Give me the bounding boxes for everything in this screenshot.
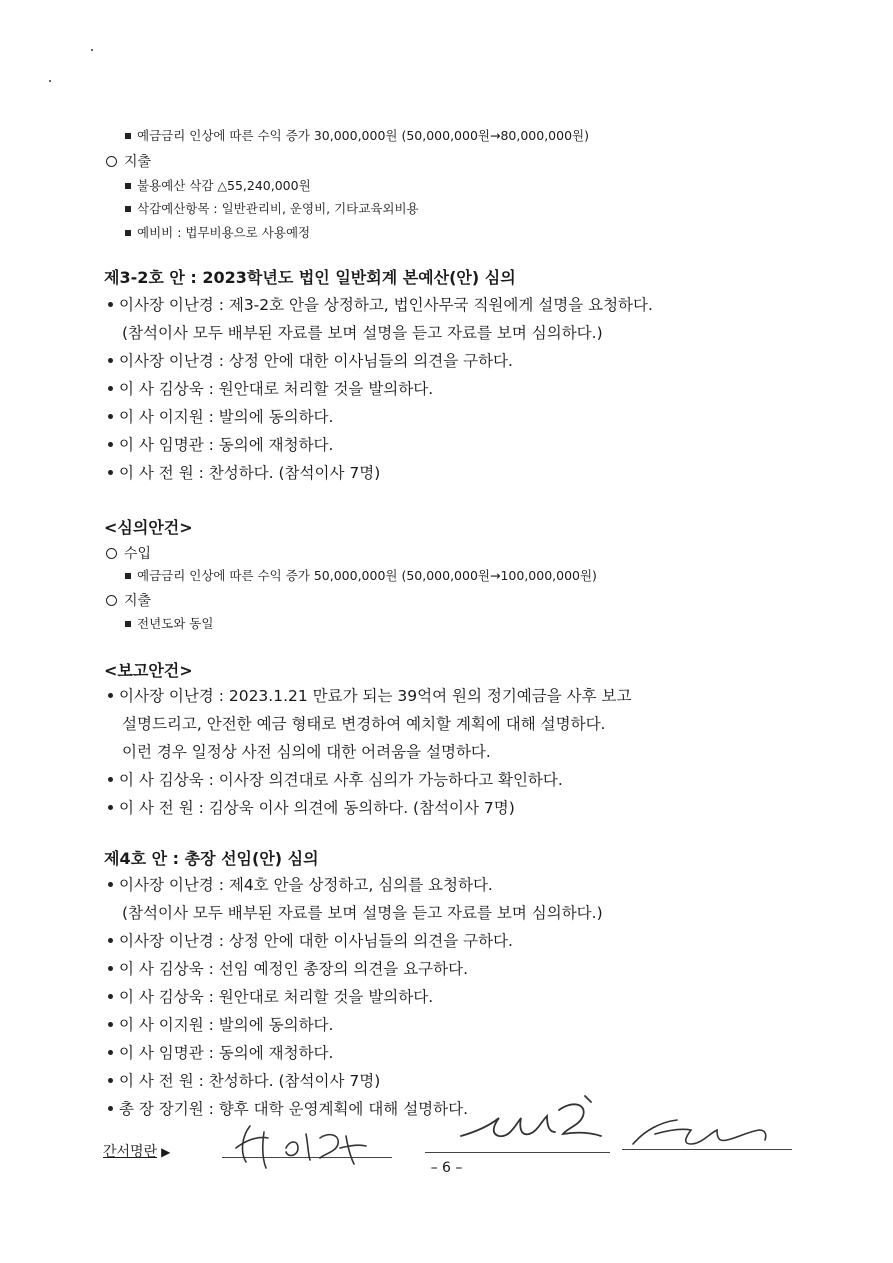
income-heading: 수입: [106, 543, 151, 563]
dot-bullet-icon: [108, 805, 113, 810]
page-number: – 6 –: [430, 1160, 463, 1176]
minutes-note: (참석이사 모두 배부된 자료를 보며 설명을 듣고 자료를 보며 심의하다.): [122, 904, 603, 922]
square-bullet-icon: [125, 621, 131, 627]
minutes-item: 이 사 이지원 : 발의에 동의하다.: [108, 405, 333, 427]
minutes-item: 이 사 김상욱 : 선임 예정인 총장의 의견을 요구하다.: [108, 957, 468, 979]
minutes-item: 이 사 전 원 : 찬성하다. (참석이사 7명): [108, 461, 380, 483]
square-bullet-icon: [125, 573, 131, 579]
dot-bullet-icon: [108, 777, 113, 782]
scan-speck: [49, 80, 51, 82]
income-detail-line: 예금금리 인상에 따른 수익 증가 30,000,000원 (50,000,000원→80,000,000원): [125, 126, 589, 144]
minutes-item: 이사장 이난경 : 제4호 안을 상정하고, 심의를 요청하다.: [108, 873, 493, 895]
signature-field-label: 간서명란 ▶: [103, 1144, 171, 1160]
dot-bullet-icon: [108, 966, 113, 971]
dot-bullet-icon: [108, 470, 113, 475]
minutes-item: 이 사 임명관 : 동의에 재청하다.: [108, 1041, 333, 1063]
dot-bullet-icon: [108, 693, 113, 698]
expense-heading: 지출: [106, 590, 151, 610]
minutes-item: 이사장 이난경 : 제3-2호 안을 상정하고, 법인사무국 직원에게 설명을 요청하다.: [108, 293, 653, 315]
expense-heading: 지출: [106, 151, 151, 171]
circle-bullet-icon: [106, 156, 117, 167]
expense-detail-line: 전년도와 동일: [125, 614, 213, 632]
square-bullet-icon: [125, 206, 131, 212]
minutes-item: 이 사 임명관 : 동의에 재청하다.: [108, 433, 333, 455]
deliberation-title: <심의안건>: [104, 518, 193, 537]
handwritten-signature-2: [455, 1092, 615, 1152]
minutes-item: 이 사 이지원 : 발의에 동의하다.: [108, 1013, 333, 1035]
dot-bullet-icon: [108, 302, 113, 307]
dot-bullet-icon: [108, 882, 113, 887]
dot-bullet-icon: [108, 442, 113, 447]
square-bullet-icon: [125, 230, 131, 236]
dot-bullet-icon: [108, 1022, 113, 1027]
minutes-item: 이사장 이난경 : 2023.1.21 만료가 되는 39억여 원의 정기예금을 사후 보고: [108, 684, 631, 706]
circle-bullet-icon: [106, 595, 117, 606]
agenda-3-2-title: 제3-2호 안 : 2023학년도 법인 일반회계 본예산(안) 심의: [104, 268, 516, 287]
minutes-item: 이 사 전 원 : 김상욱 이사 의견에 동의하다. (참석이사 7명): [108, 796, 515, 818]
handwritten-signature-3: [625, 1110, 775, 1155]
dot-bullet-icon: [108, 1106, 113, 1111]
minutes-item: 이 사 김상욱 : 원안대로 처리할 것을 발의하다.: [108, 377, 433, 399]
arrow-right-icon: ▶: [161, 1145, 171, 1159]
minutes-item: 이사장 이난경 : 상정 안에 대한 이사님들의 의견을 구하다.: [108, 349, 513, 371]
expense-item: 예비비 : 법무비용으로 사용예정: [125, 223, 310, 241]
dot-bullet-icon: [108, 1050, 113, 1055]
minutes-item: 이 사 김상욱 : 원안대로 처리할 것을 발의하다.: [108, 985, 433, 1007]
expense-item: 삭감예산항목 : 일반관리비, 운영비, 기타교육외비용: [125, 199, 419, 217]
scan-speck: [91, 49, 93, 51]
square-bullet-icon: [125, 183, 131, 189]
minutes-note: (참석이사 모두 배부된 자료를 보며 설명을 듣고 자료를 보며 심의하다.): [122, 324, 603, 342]
minutes-item: 이사장 이난경 : 상정 안에 대한 이사님들의 의견을 구하다.: [108, 929, 513, 951]
income-detail-line: 예금금리 인상에 따른 수익 증가 50,000,000원 (50,000,000원→100,000,000원): [125, 566, 597, 584]
dot-bullet-icon: [108, 414, 113, 419]
agenda-4-title: 제4호 안 : 총장 선임(안) 심의: [104, 849, 319, 868]
dot-bullet-icon: [108, 938, 113, 943]
expense-item: 불용예산 삭감 △55,240,000원: [125, 176, 311, 194]
square-bullet-icon: [125, 133, 131, 139]
dot-bullet-icon: [108, 1078, 113, 1083]
dot-bullet-icon: [108, 358, 113, 363]
minutes-item: 이 사 전 원 : 찬성하다. (참석이사 7명): [108, 1069, 380, 1091]
dot-bullet-icon: [108, 386, 113, 391]
signature-line: [425, 1152, 610, 1153]
minutes-continuation: 설명드리고, 안전한 예금 형태로 변경하여 예치할 계획에 대해 설명하다.: [122, 715, 606, 733]
circle-bullet-icon: [106, 548, 117, 559]
minutes-continuation: 이런 경우 일정상 사전 심의에 대한 어려움을 설명하다.: [122, 743, 491, 761]
minutes-item: 총 장 장기원 : 향후 대학 운영계획에 대해 설명하다.: [108, 1097, 468, 1119]
report-title: <보고안건>: [104, 661, 193, 680]
dot-bullet-icon: [108, 994, 113, 999]
minutes-item: 이 사 김상욱 : 이사장 의견대로 사후 심의가 가능하다고 확인하다.: [108, 768, 563, 790]
